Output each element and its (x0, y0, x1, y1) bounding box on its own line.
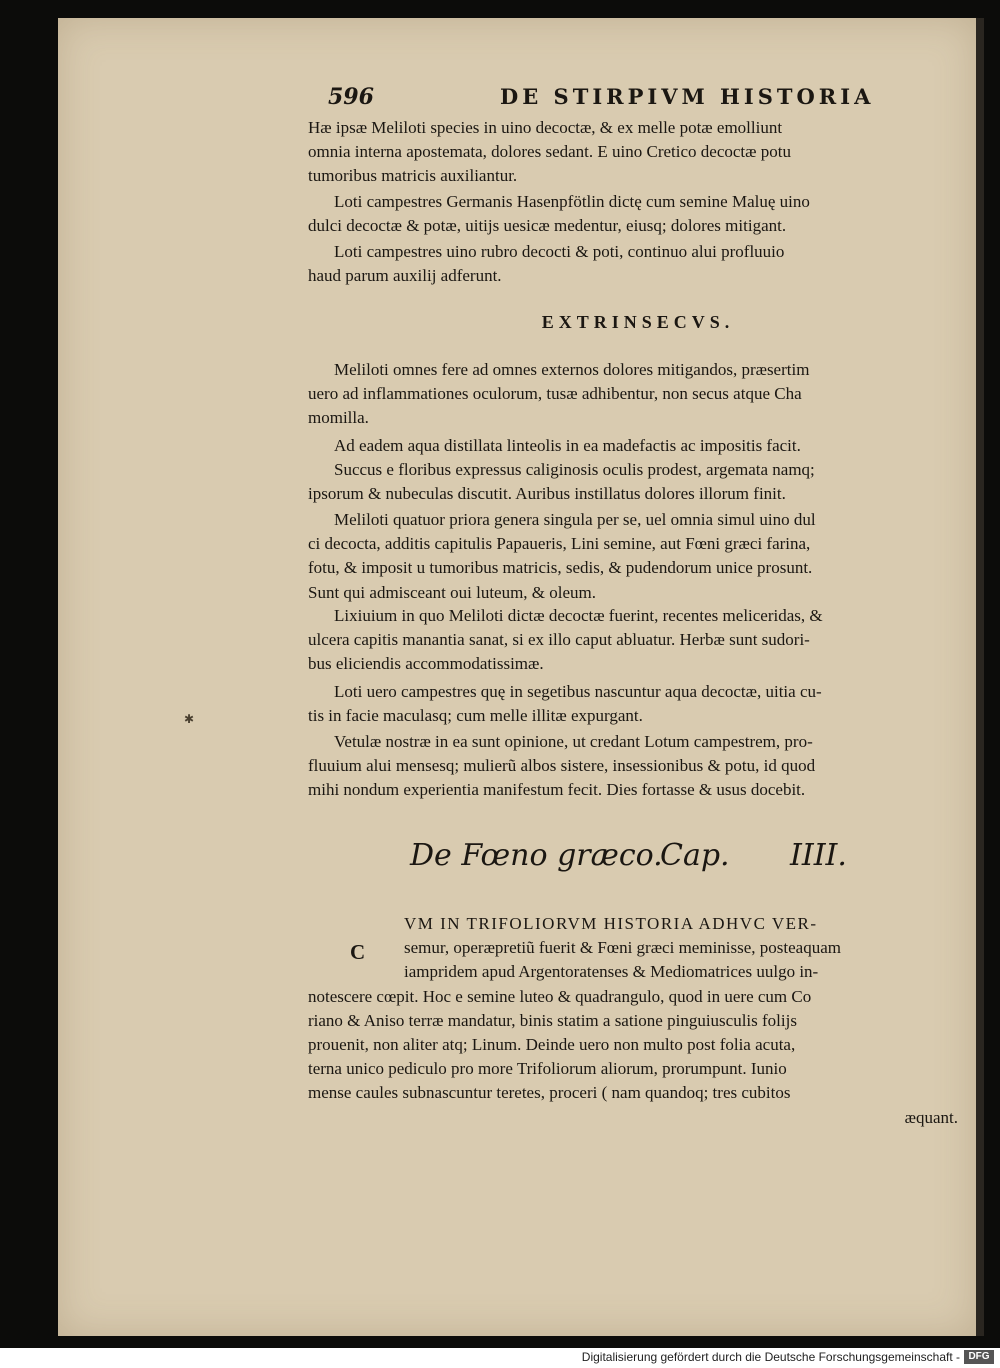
paragraph (308, 358, 968, 431)
running-title: DE STIRPIVM HISTORIA (500, 84, 875, 109)
text-line: mihi nondum experientia manifestum fecit. Dies fortasse & usus docebit. (308, 780, 806, 800)
text-line: Sunt qui admisceant oui luteum, & oleum. (308, 582, 597, 602)
text-line: prouenit, non aliter atq; Linum. Deinde uero non multo post folia acuta, (308, 1035, 796, 1055)
text-line: Vetulæ nostræ in ea sunt opinione, ut credant Lotum campestrem, pro- (334, 732, 813, 751)
text-line: riano & Aniso terræ mandatur, binis statim a satione pinguiusculis folijs (308, 1010, 797, 1030)
text-line: notescere cœpit. Hoc e semine luteo & quadrangulo, quod in uere cum Co (308, 986, 812, 1006)
text-line: Succus e floribus expressus caliginosis oculis prodest, argemata namq; (334, 460, 815, 479)
paragraph (308, 604, 968, 677)
paragraph (308, 116, 968, 189)
text-line: semur, operæpretiũ fuerit & Fœni græci meminisse, posteaquam (404, 938, 841, 958)
text-line: Loti uero campestres quę in segetibus nascuntur aqua decoctæ, uitia cu- (334, 682, 822, 701)
chapter-name: De Fœno græco. (410, 838, 663, 873)
stray-mark: ✱ (184, 712, 195, 726)
page-edge (976, 18, 984, 1336)
text-line: ulcera capitis manantia sanat, si ex illo caput abluatur. Herbæ sunt sudori- (308, 630, 810, 650)
drop-initial: C (350, 940, 366, 964)
text-line: Meliloti quatuor priora genera singula per se, uel omnia simul uino dul (334, 510, 816, 529)
chapter-cap: Cap. (660, 838, 730, 873)
text-line: Loti campestres uino rubro decocti & poti, continuo alui profluuio (334, 242, 785, 261)
catchword: æquant. (904, 1107, 958, 1127)
dfg-logo: DFG (964, 1350, 994, 1364)
page-header (320, 84, 880, 114)
paragraph (308, 458, 968, 506)
text-line: haud parum auxilij adferunt. (308, 266, 502, 286)
footer (0, 1348, 1000, 1368)
chapter-title (410, 838, 890, 878)
text-line: tumoribus matricis auxiliantur. (308, 166, 518, 186)
text-line: uero ad inflammationes oculorum, tusæ adhibentur, non secus atque Cha (308, 384, 802, 404)
text-line: terna unico pediculo pro more Trifoliorum aliorum, prorumpunt. Iunio (308, 1059, 787, 1079)
text-line: iampridem apud Argentoratenses & Mediomatrices uulgo in- (404, 962, 819, 982)
paragraph (308, 680, 968, 728)
section-heading: EXTRINSECVS. (541, 312, 735, 332)
paragraph (308, 434, 968, 458)
paragraph (308, 240, 968, 288)
text-line: fluuium alui mensesq; mulierũ albos sistere, insessionibus & potu, id quod (308, 756, 816, 776)
text-line: Lixiuium in quo Meliloti dictæ decoctæ fuerint, recentes meliceridas, & (334, 606, 823, 625)
text-line: tis in facie maculasq; cum melle illitæ expurgant. (308, 706, 643, 726)
text-line: bus eliciendis accommodatissimæ. (308, 654, 544, 674)
paragraph (308, 508, 968, 605)
chapter-body (308, 912, 968, 1130)
text-line: omnia interna apostemata, dolores sedant. E uino Cretico decoctæ potu (308, 142, 791, 162)
text-line: VM IN TRIFOLIORVM HISTORIA ADHVC VER- (404, 914, 818, 933)
text-line: mense caules subnascuntur teretes, proceri ( nam quandoq; tres cubitos (308, 1083, 791, 1103)
page-number: 596 (328, 84, 374, 110)
text-line: Hæ ipsæ Meliloti species in uino decoctæ, & ex melle potæ emolliunt (308, 118, 783, 137)
paragraph (308, 730, 968, 803)
text-line: fotu, & imposit u tumoribus matricis, sedis, & pudendorum unice prosunt. (308, 558, 813, 578)
text-line: Loti campestres Germanis Hasenpfötlin dictę cum semine Maluę uino (334, 192, 810, 211)
text-line: dulci decoctæ & potæ, uitijs uesicæ medentur, eiusq; dolores mitigant. (308, 216, 787, 236)
chapter-number: IIII. (790, 838, 847, 873)
text-line: Ad eadem aqua distillata linteolis in ea madefactis ac impositis facit. (334, 436, 801, 455)
text-line: Meliloti omnes fere ad omnes externos dolores mitigandos, præsertim (334, 360, 810, 379)
text-line: ipsorum & nubeculas discutit. Auribus instillatus dolores illorum finit. (308, 484, 786, 504)
text-line: momilla. (308, 408, 369, 428)
footer-credit: Digitalisierung gefördert durch die Deutsche Forschungsgemeinschaft - (581, 1350, 960, 1364)
text-line: ci decocta, additis capitulis Papaueris, Lini semine, aut Fœni græci farina, (308, 534, 811, 554)
paragraph (308, 190, 968, 238)
